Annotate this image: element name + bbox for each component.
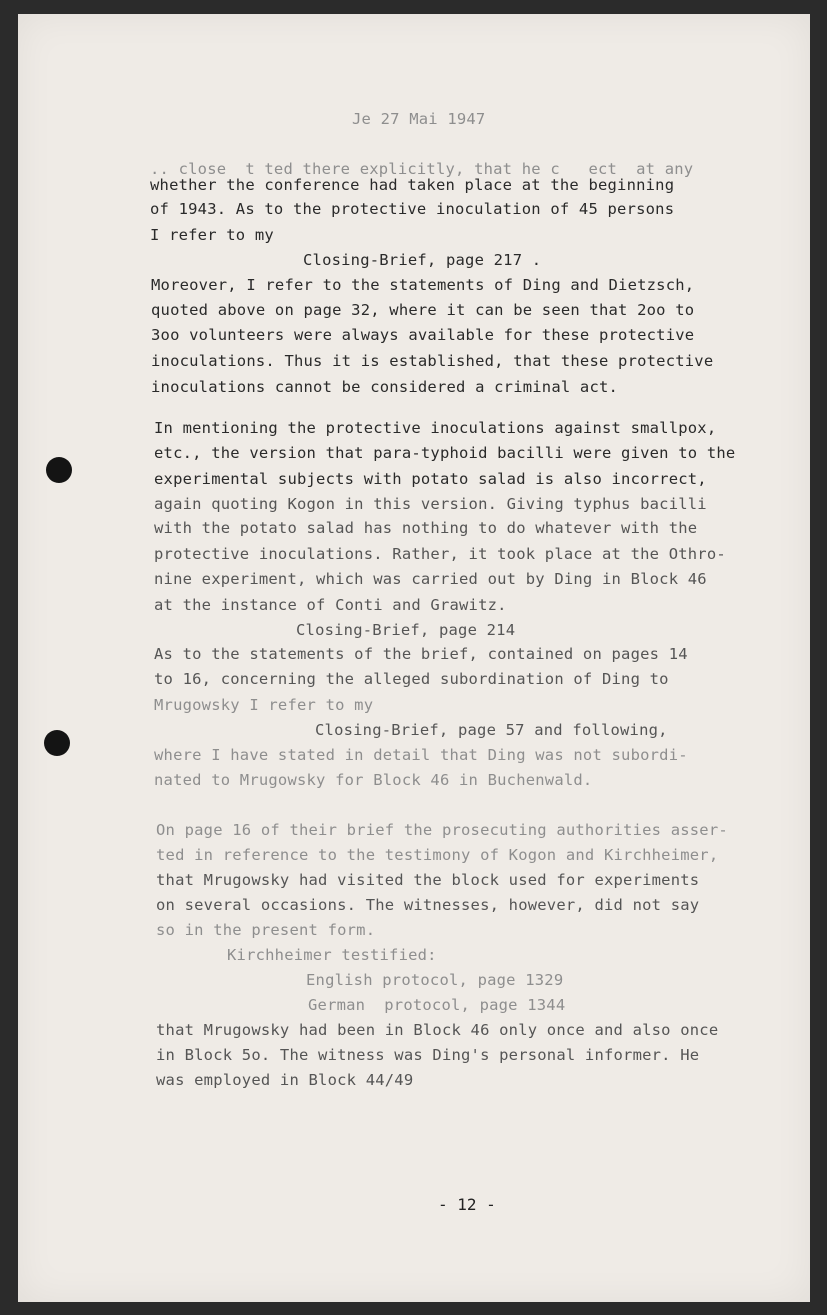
page-number: - 12 - — [438, 1195, 496, 1214]
text-line: where I have stated in detail that Ding was not subordi- — [154, 746, 688, 764]
text-line: On page 16 of their brief the prosecuting authorities asser- — [156, 821, 728, 839]
text-line: in Block 5o. The witness was Ding's personal informer. He — [156, 1046, 700, 1064]
reference-line: English protocol, page 1329 — [306, 971, 564, 989]
reference-line: Closing-Brief, page 217 . — [303, 251, 542, 269]
reference-line: German protocol, page 1344 — [308, 996, 566, 1014]
text-line: at the instance of Conti and Grawitz. — [154, 596, 507, 614]
document-page — [18, 14, 810, 1302]
text-line: on several occasions. The witnesses, however, did not say — [156, 896, 700, 914]
text-line: Kirchheimer testified: — [227, 946, 437, 964]
punch-hole — [44, 730, 70, 756]
punch-hole — [46, 457, 72, 483]
text-line: protective inoculations. Rather, it took place at the Othro- — [154, 545, 726, 563]
text-line: that Mrugowsky had visited the block used for experiments — [156, 871, 700, 889]
text-line: ted in reference to the testimony of Kogon and Kirchheimer, — [156, 846, 719, 864]
text-line: with the potato salad has nothing to do whatever with the — [154, 519, 698, 537]
text-line: that Mrugowsky had been in Block 46 only once and also once — [156, 1021, 719, 1039]
text-line: nated to Mrugowsky for Block 46 in Buchenwald. — [154, 771, 593, 789]
reference-line: Closing-Brief, page 214 — [296, 621, 516, 639]
text-line: experimental subjects with potato salad is also incorrect, — [154, 470, 707, 488]
text-line: etc., the version that para-typhoid bacilli were given to the — [154, 444, 736, 462]
text-line: I refer to my — [150, 226, 274, 244]
text-line: 3oo volunteers were always available for these protective — [151, 326, 695, 344]
text-line: As to the statements of the brief, contained on pages 14 — [154, 645, 688, 663]
text-line: whether the conference had taken place at the beginning — [150, 176, 675, 194]
text-line: to 16, concerning the alleged subordination of Ding to — [154, 670, 669, 688]
page-header: Je 27 Mai 1947 — [352, 110, 486, 128]
text-line: again quoting Kogon in this version. Giving typhus bacilli — [154, 495, 707, 513]
text-line: quoted above on page 32, where it can be seen that 2oo to — [151, 301, 695, 319]
text-line: Moreover, I refer to the statements of Ding and Dietzsch, — [151, 276, 695, 294]
text-line: Mrugowsky I refer to my — [154, 696, 374, 714]
reference-line: Closing-Brief, page 57 and following, — [315, 721, 668, 739]
text-line: .. close t ted there explicitly, that he c ect at any — [150, 160, 694, 178]
text-line: of 1943. As to the protective inoculation of 45 persons — [150, 200, 675, 218]
text-line: was employed in Block 44/49 — [156, 1071, 414, 1089]
text-line: so in the present form. — [156, 921, 376, 939]
text-line: inoculations cannot be considered a criminal act. — [151, 378, 619, 396]
text-line: In mentioning the protective inoculations against smallpox, — [154, 419, 717, 437]
text-line: inoculations. Thus it is established, that these protective — [151, 352, 714, 370]
text-line: nine experiment, which was carried out by Ding in Block 46 — [154, 570, 707, 588]
